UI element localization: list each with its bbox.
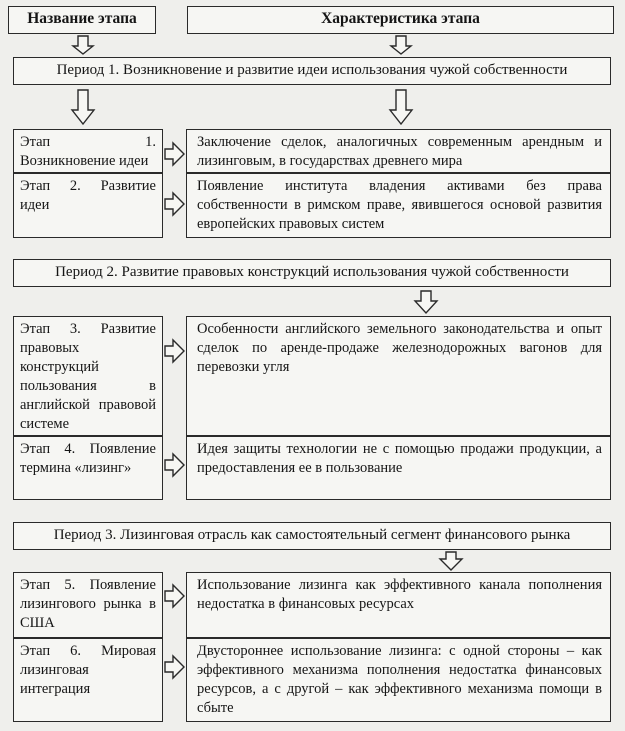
right-arrow-icon — [165, 193, 184, 215]
stage-2-description: Появление института владения активами без права собственности в римском праве, явившегося основой развития европейских правовых систем — [186, 173, 611, 238]
period-2-title: Период 2. Развитие правовых конструкций использования чужой собственности — [13, 259, 611, 287]
right-arrow-icon — [165, 143, 184, 165]
stage-6-name: Этап 6. Мировая лизинговая интеграция — [13, 638, 163, 722]
header-stage-characteristic: Характеристика этапа — [187, 6, 614, 34]
stage-3-description: Особенности английского земельного законодательства и опыт сделок по аренде-продаже железнодорожных вагонов для перевозки угля — [186, 316, 611, 436]
stage-4-name: Этап 4. Появление термина «лизинг» — [13, 436, 163, 500]
stage-1-name: Этап 1. Возникновение идеи — [13, 129, 163, 173]
stage-4-description: Идея защиты технологии не с помощью продажи продукции, а предоставления ее в пользование — [186, 436, 611, 500]
down-arrow-icon — [440, 552, 462, 570]
right-arrow-icon — [165, 454, 184, 476]
down-arrow-icon — [415, 291, 437, 313]
down-arrow-icon — [72, 90, 94, 124]
right-arrow-icon — [165, 656, 184, 678]
right-arrow-icon — [165, 585, 184, 607]
period-3-title: Период 3. Лизинговая отрасль как самостоятельный сегмент финансового рынка — [13, 522, 611, 550]
stage-3-name: Этап 3. Развитие правовых конструкций пользования в английской правовой системе — [13, 316, 163, 436]
stage-2-name: Этап 2. Развитие идеи — [13, 173, 163, 238]
stage-5-description: Использование лизинга как эффективного канала пополнения недостатка в финансовых ресурсах — [186, 572, 611, 638]
stage-1-description: Заключение сделок, аналогичных современным арендным и лизинговым, в государствах древнего мира — [186, 129, 611, 173]
right-arrow-icon — [165, 340, 184, 362]
period-1-title: Период 1. Возникновение и развитие идеи использования чужой собственности — [13, 57, 611, 85]
header-stage-name: Название этапа — [8, 6, 156, 34]
down-arrow-icon — [390, 90, 412, 124]
down-arrow-icon — [391, 36, 411, 54]
stage-5-name: Этап 5. Появление лизингового рынка в США — [13, 572, 163, 638]
down-arrow-icon — [73, 36, 93, 54]
stage-6-description: Двустороннее использование лизинга: с одной стороны – как эффективного механизма пополнения недостатка финансовых ресурсов, а с другой – как эффективного механизма помощи в сбыте — [186, 638, 611, 722]
